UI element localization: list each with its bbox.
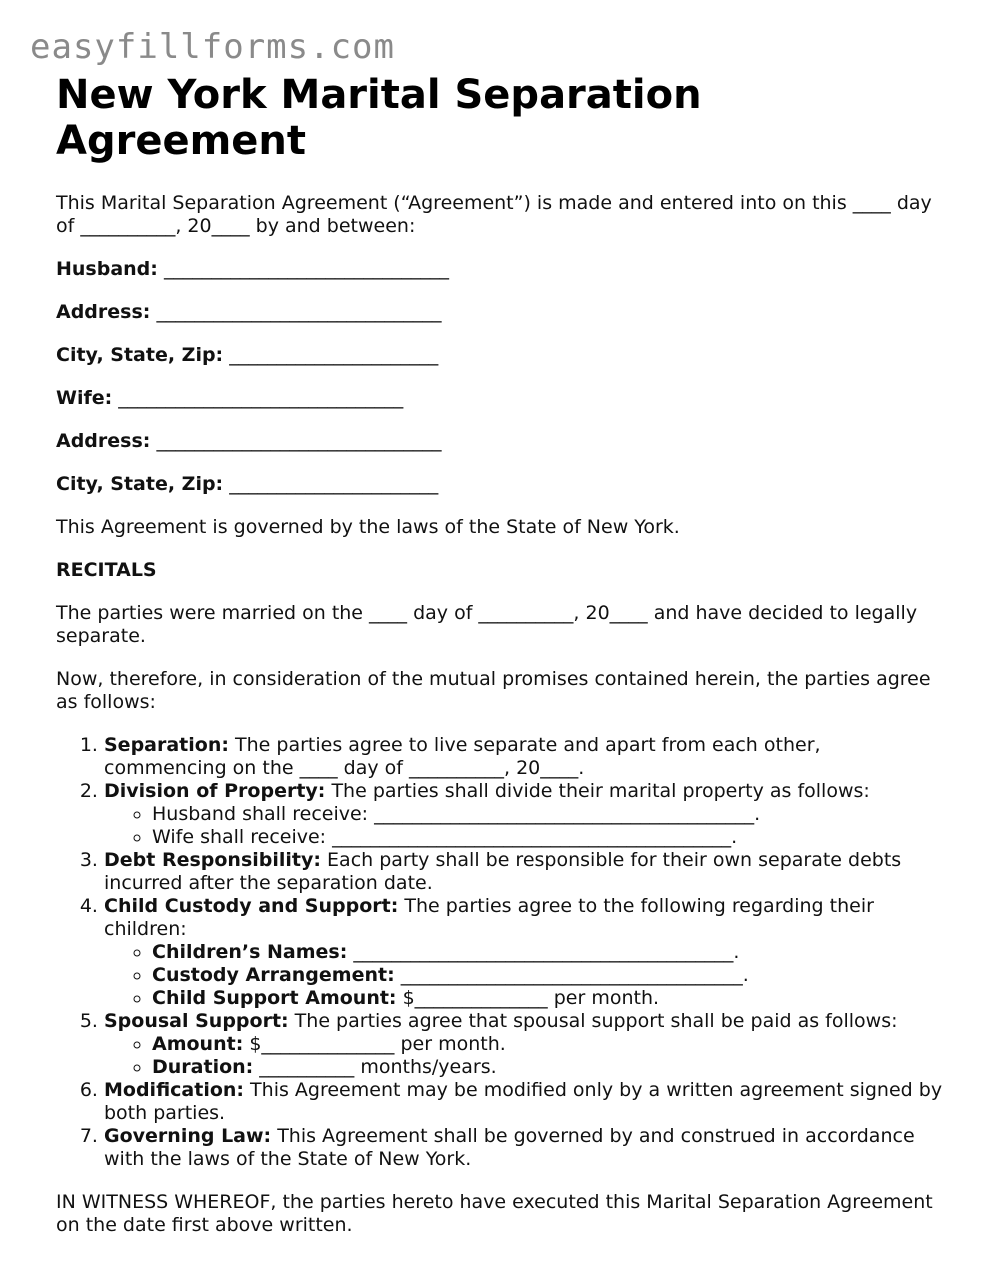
clause-title: Division of Property: bbox=[104, 780, 326, 802]
field-label: City, State, Zip: bbox=[56, 473, 224, 495]
husband-city-state-zip-field bbox=[56, 344, 946, 367]
clause-spousal-support bbox=[104, 1010, 946, 1079]
wife-city-state-zip-blank[interactable]: ______________________ bbox=[229, 473, 439, 495]
field-label: Address: bbox=[56, 301, 151, 323]
intro-paragraph: This Marital Separation Agreement (“Agreement”) is made and entered into on this ____ day of __________, 20____ by and between: bbox=[56, 192, 932, 237]
subitem-text: Wife shall receive: __________________________________________. bbox=[152, 826, 738, 848]
subitem-child-support-amount bbox=[152, 987, 946, 1010]
subitem-label: Amount: bbox=[152, 1033, 244, 1055]
subitem-label: Child Support Amount: bbox=[152, 987, 397, 1009]
subitem-text: $______________ per month. bbox=[243, 1033, 506, 1055]
custody-subitems bbox=[104, 941, 946, 1010]
husband-city-state-zip-blank[interactable]: ______________________ bbox=[229, 344, 439, 366]
subitem-text: $______________ per month. bbox=[396, 987, 660, 1009]
wife-field bbox=[56, 387, 946, 410]
field-label: Husband: bbox=[56, 258, 158, 280]
subitem-husband-receive bbox=[152, 803, 946, 826]
clauses-list bbox=[56, 734, 946, 1171]
clause-debt-responsibility bbox=[104, 849, 946, 895]
recitals-heading: RECITALS bbox=[56, 559, 157, 581]
field-label: City, State, Zip: bbox=[56, 344, 224, 366]
husband-address-field bbox=[56, 301, 946, 324]
clause-title: Governing Law: bbox=[104, 1125, 272, 1147]
subitem-text: __________ months/years. bbox=[253, 1056, 497, 1078]
wife-city-state-zip-field bbox=[56, 473, 946, 496]
clause-separation bbox=[104, 734, 946, 780]
clause-title: Spousal Support: bbox=[104, 1010, 289, 1032]
property-subitems bbox=[104, 803, 946, 849]
witness-statement: IN WITNESS WHEREOF, the parties hereto have executed this Marital Separation Agreement on the date first above written. bbox=[56, 1191, 933, 1236]
subitem-text: ________________________________________. bbox=[347, 941, 740, 963]
married-statement: The parties were married on the ____ day of __________, 20____ and have decided to legally separate. bbox=[56, 602, 918, 647]
clause-text: This Agreement may be modified only by a written agreement signed by both parties. bbox=[104, 1079, 943, 1124]
subitem-duration bbox=[152, 1056, 946, 1079]
document-title: New York Marital Separation Agreement bbox=[56, 72, 702, 164]
subitem-text: Husband shall receive: ________________________________________. bbox=[152, 803, 761, 825]
clause-text: Each party shall be responsible for their own separate debts incurred after the separation date. bbox=[104, 849, 902, 894]
subitem-label: Custody Arrangement: bbox=[152, 964, 395, 986]
subitem-text: ____________________________________. bbox=[394, 964, 749, 986]
clause-text: The parties agree to the following regarding their children: bbox=[104, 895, 874, 940]
subitem-label: Children’s Names: bbox=[152, 941, 348, 963]
watermark-text: easyfillforms.com bbox=[30, 27, 395, 67]
clause-title: Separation: bbox=[104, 734, 229, 756]
wife-address-blank[interactable]: ______________________________ bbox=[156, 430, 442, 452]
subitem-children-names bbox=[152, 941, 946, 964]
clause-division-of-property bbox=[104, 780, 946, 849]
clause-title: Debt Responsibility: bbox=[104, 849, 321, 871]
field-label: Address: bbox=[56, 430, 151, 452]
husband-blank[interactable]: ______________________________ bbox=[163, 258, 449, 280]
subitem-custody-arrangement bbox=[152, 964, 946, 987]
clause-governing-law bbox=[104, 1125, 946, 1171]
clause-child-custody bbox=[104, 895, 946, 1010]
spousal-subitems bbox=[104, 1033, 946, 1079]
husband-address-blank[interactable]: ______________________________ bbox=[156, 301, 442, 323]
subitem-amount bbox=[152, 1033, 946, 1056]
clause-text: The parties shall divide their marital property as follows: bbox=[325, 780, 870, 802]
field-label: Wife: bbox=[56, 387, 113, 409]
governing-statement: This Agreement is governed by the laws of the State of New York. bbox=[56, 516, 680, 538]
document-body bbox=[56, 72, 946, 1237]
subitem-wife-receive bbox=[152, 826, 946, 849]
clause-title: Modification: bbox=[104, 1079, 245, 1101]
clause-text: The parties agree to live separate and apart from each other, commencing on the ____ day of __________, 20____. bbox=[104, 734, 821, 779]
wife-address-field bbox=[56, 430, 946, 453]
husband-field bbox=[56, 258, 946, 281]
clause-modification bbox=[104, 1079, 946, 1125]
therefore-statement: Now, therefore, in consideration of the mutual promises contained herein, the parties agree as follows: bbox=[56, 668, 931, 713]
wife-blank[interactable]: ______________________________ bbox=[118, 387, 404, 409]
subitem-label: Duration: bbox=[152, 1056, 254, 1078]
clause-text: The parties agree that spousal support shall be paid as follows: bbox=[288, 1010, 898, 1032]
clause-text: This Agreement shall be governed by and construed in accordance with the laws of the State of New York. bbox=[104, 1125, 915, 1170]
clause-title: Child Custody and Support: bbox=[104, 895, 399, 917]
